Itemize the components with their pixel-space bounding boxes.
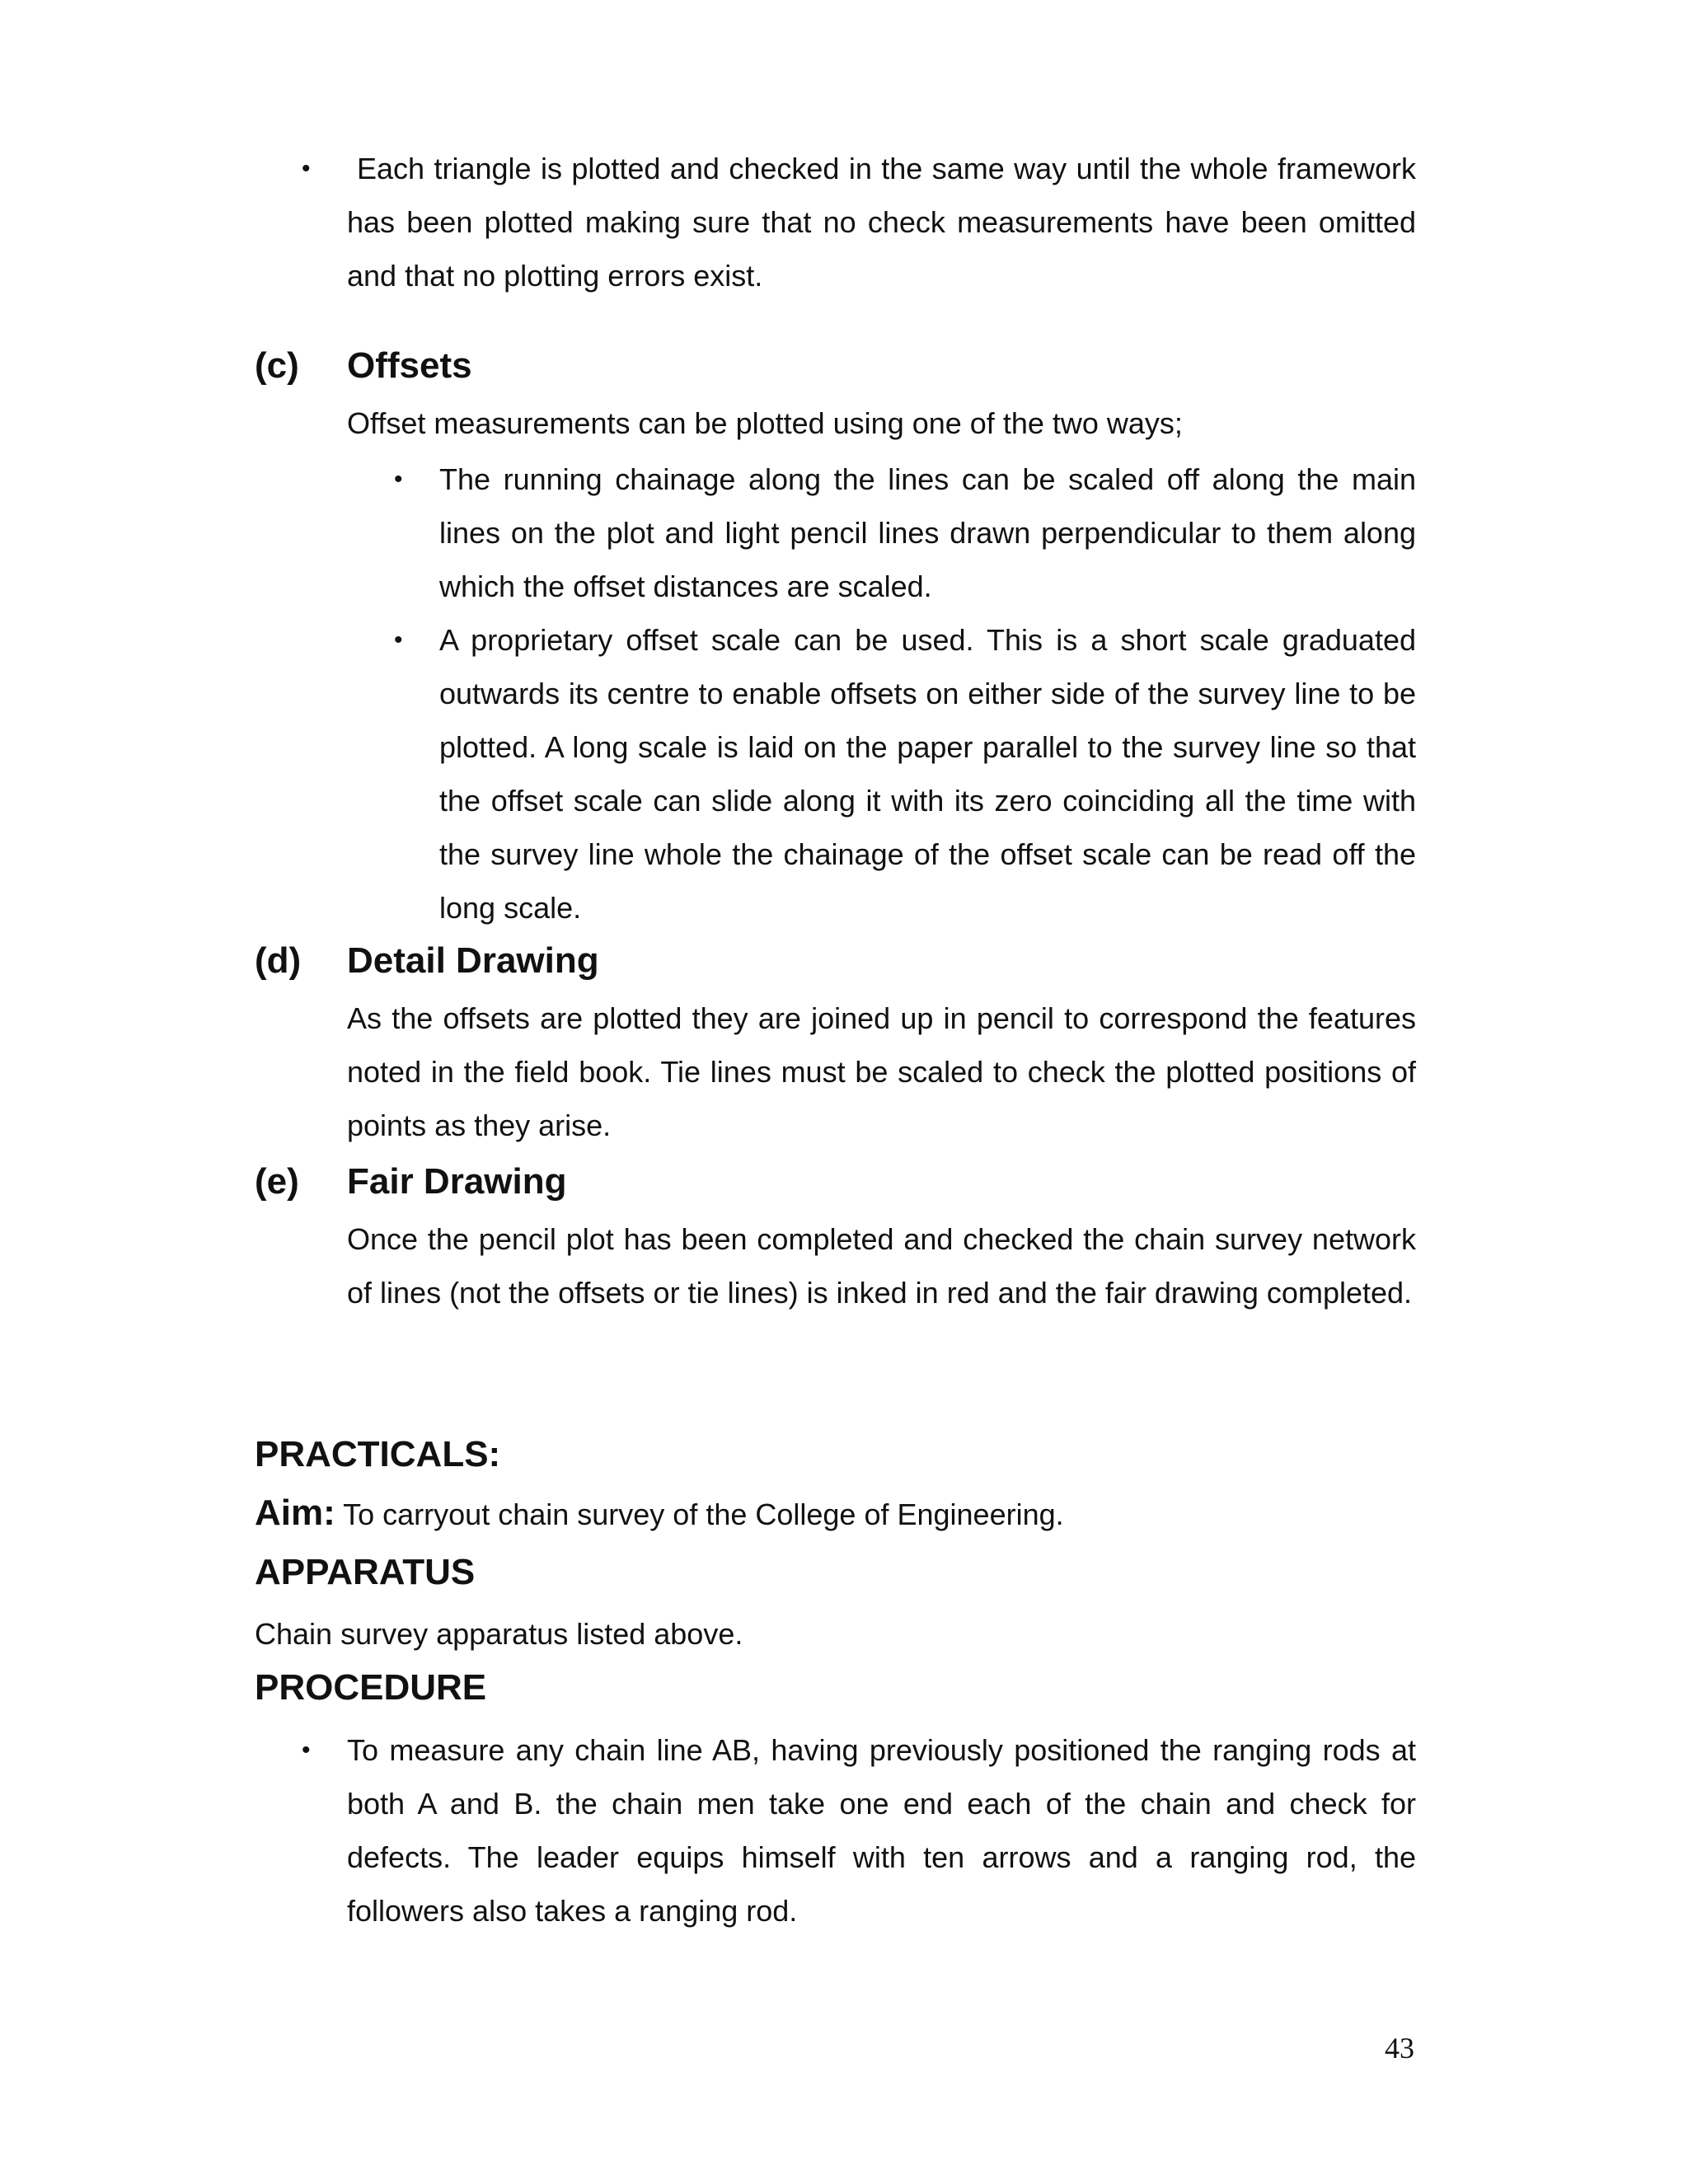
top-bullet-text: Each triangle is plotted and checked in the same way until the whole framework has been plotted making sure that no check measurements have been omitted and that no plotting errors exist.: [347, 152, 1416, 293]
section-c-bullet-2: A proprietary offset scale can be used. This is a short scale graduated outwards its centre to enable offsets on either side of the survey line to be plotted. A long scale is laid on the paper parallel to the survey line so that the offset scale can slide along it with its zero coinciding all the time with the survey line whole the chainage of the offset scale can be read off the long scale.: [439, 623, 1416, 925]
bullet-marker: •: [394, 466, 403, 493]
section-c-bullet-1: The running chainage along the lines can be scaled off along the main lines on the plot and light pencil lines drawn perpendicular to them along which the offset distances are scaled.: [439, 462, 1416, 603]
bullet-marker: •: [394, 626, 403, 654]
bullet-marker: •: [302, 155, 311, 182]
section-c-intro: Offset measurements can be plotted using one of the two ways;: [347, 406, 1183, 440]
section-d-label: (d): [255, 940, 302, 981]
section-d-title: Detail Drawing: [347, 940, 599, 981]
bullet-marker: •: [302, 1736, 311, 1764]
aim-label: Aim:: [255, 1493, 335, 1533]
section-c-label: (c): [255, 345, 299, 386]
procedure-bullet-text: To measure any chain line AB, having previously positioned the ranging rods at both A and B. the chain men take one end each of the chain and check for defects. The leader equips himself with ten arrows and a ranging rod, the followers also takes a ranging rod.: [347, 1733, 1416, 1928]
practicals-heading: PRACTICALS:: [255, 1434, 501, 1474]
procedure-heading: PROCEDURE: [255, 1667, 487, 1708]
aim-text: To carryout chain survey of the College of Engineering.: [335, 1497, 1064, 1531]
apparatus-heading: APPARATUS: [255, 1552, 476, 1592]
apparatus-text: Chain survey apparatus listed above.: [255, 1617, 743, 1651]
aim-line: [255, 1490, 1064, 1544]
section-e-body: Once the pencil plot has been completed and checked the chain survey network of lines (not the offsets or tie lines) is inked in red and the fair drawing completed.: [347, 1222, 1416, 1310]
page-number: 43: [1385, 2032, 1414, 2064]
section-e-title: Fair Drawing: [347, 1161, 567, 1202]
section-c-title: Offsets: [347, 345, 472, 386]
section-d-body: As the offsets are plotted they are joined up in pencil to correspond the features noted in the field book. Tie lines must be scaled to check the plotted positions of points as they arise.: [347, 1001, 1416, 1142]
section-e-label: (e): [255, 1161, 299, 1202]
